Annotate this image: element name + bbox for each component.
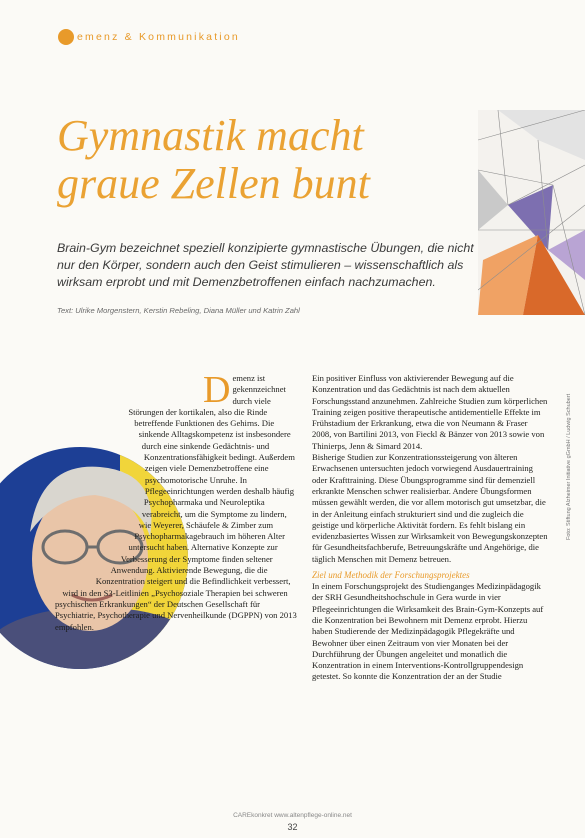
section-label: emenz & Kommunikation [77,31,240,43]
photo-credit: Foto: Stiftung Alzheimer Initiative gGmbH / Ludwig Schubert [566,393,572,540]
body-paragraph: Ein positiver Einfluss von aktivierender Bewegung auf die Konzentration und das Gedächtnis ist nach dem aktuellen Forschungsstand anzunehmen. Zahlreiche Studien zum körperlichen Training zeigen positive therapeutische antidementielle Effekte im Frühstadium der Erkrankung, etwa die von Neumann & Fraser 2008, von Bartilini 2013, von Fieckl & Bänzer von 2013 sowie von Thinierps, Jenn & Simard 2014. [312,373,548,451]
section-dot-icon [58,29,74,45]
body-paragraph: In einem Forschungsprojekt des Studienganges Medizinpädagogik der SRH Gesundheitshochschule in Gera wurde in vier Pflegeeinrichtungen die Wirksamkeit des Brain-Gym-Konzepts auf die Konzentration bei Bewohnern mit Demenz erprobt. Hierzu haben Studierende der Medizinpädagogik Pflegekräfte und Bewohner über einen Zeitraum von vier Monaten bei der Durchführung der Übungen angeleitet und monatlich die Konzentration in einem Interventions-Kontrollgruppendesign getestet. So konnte die Konzentration der an der Studie [312,581,544,682]
author-credit: Text: Ulrike Morgenstern, Kerstin Rebeling, Diana Müller und Katrin Zahl [57,306,300,315]
body-text: emenz ist gekennzeichnet durch viele Störungen der kortikalen, also die Rinde betreffende Funktionen des Gehirns. Die sinkende Alltagskompetenz ist insbesondere durch eine sinkende Gedächtnis- und Konzentrationsfähigkeit bedingt. Außerdem zeigen viele Demenzbetroffene eine psychomotorische Unruhe. In Pflegeeinrichtungen werden deshalb häufig Psychopharmaka und Neuroleptika verabreicht, um die Symptome zu lindern, wie Weyerer, Schäufele & Zimber zum Psychopharmakagebrauch im höheren Alter untersucht haben. Alternative Konzepte zur Verbesserung der Symptome finden seltener Anwendung. Aktivierende Bewegung, die die Konzentration steigert und die Befindlichkeit verbessert, wird in den S3-Leitlinien „Psychosoziale Therapien bei schweren psychischen Erkrankungen“ der Deutschen Gesellschaft für Psychiatrie, Psychotherapie und Nervenheilkunde (DGPPN) von 2013 empfohlen. [55,373,297,632]
section-header [58,28,240,46]
title-line-1: Gymnastik macht [57,111,364,160]
title-line-2: graue Zellen bunt [57,159,370,208]
footer-url: CAREkonkret www.altenpflege-online.net [233,812,352,819]
page-number: 32 [287,822,298,832]
article-column-right [312,373,548,683]
section-subheading: Ziel und Methodik der Forschungsprojektes [312,570,470,581]
article-title [57,112,487,208]
body-paragraph: Bisherige Studien zur Konzentrationssteigerung von älteren Erwachsenen untersuchten jedoch vorwiegend Ausdauertraining oder Krafttraining. Diese Übungsprogramme sind für demenziell erkrankte Menschen schwer realisierbar. Andere Übungsformen müssen gewählt werden, die vor allem motorisch gut umsetzbar, die in der Anleitung einfach strukturiert sind und die zugleich die geistige und körperliche Aktivität fordern. Es fehlt bislang ein evidenzbasiertes Wissen zur Wirksamkeit von Bewegungskonzepten für Gesundheitsfachberufe, Betreuungskräfte und Angehörige, die täglich Menschen mit Demenz betreuen. [312,452,548,564]
article-column-left [55,369,300,768]
lead-paragraph: Brain-Gym bezeichnet speziell konzipierte gymnastische Übungen, die nicht nur den Körper, sondern auch den Geist stimulieren – wissenschaftlich als wirksam erprobt und mit Demenzbetroffenen einfach nachzumachen. [57,241,474,289]
drop-cap: D [203,369,231,411]
geometric-decoration [478,110,585,315]
